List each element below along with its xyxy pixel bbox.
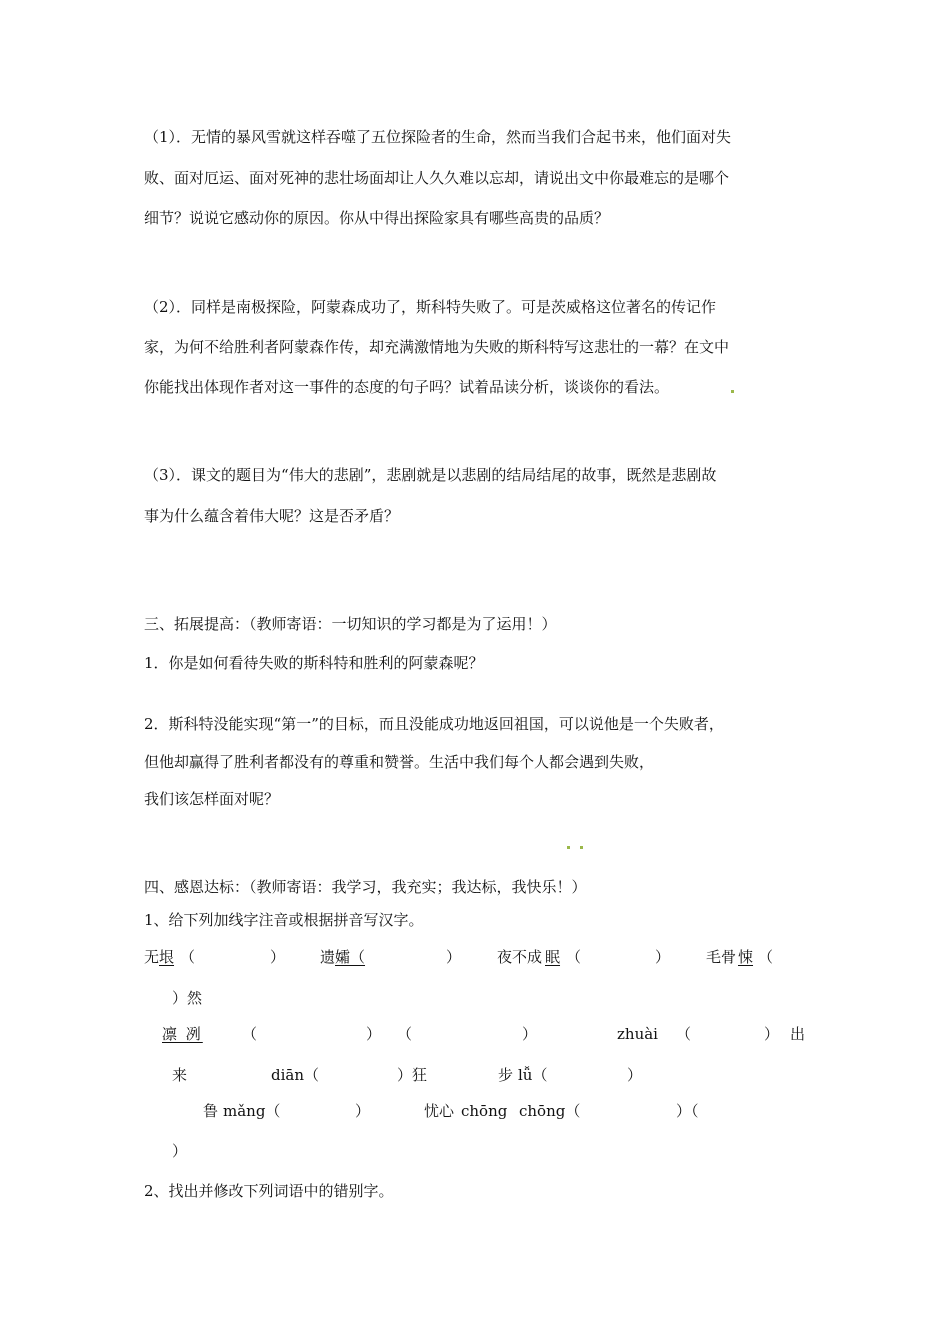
word-linlie-underlined: 凛 冽 xyxy=(162,1025,203,1043)
paren-open: （ xyxy=(566,948,582,966)
pinyin-mang: mǎng（ xyxy=(223,1102,281,1120)
pinyin-chong-2: chōng（ xyxy=(519,1102,581,1120)
q1-line3: 细节？说说它感动你的原因。你从中得出探险家具有哪些高贵的品质？ xyxy=(144,209,610,227)
section4-item2: 2、找出并修改下列词语中的错别字。 xyxy=(144,1182,394,1200)
paren-close: ） xyxy=(270,948,286,966)
word-bu: 步 xyxy=(498,1066,514,1084)
word-lai: 来 xyxy=(172,1066,188,1084)
q3-line2: 事为什么蕴含着伟大呢？这是否矛盾？ xyxy=(144,507,400,525)
paren-close: ） xyxy=(355,1102,371,1120)
word-wuyin-underlined: 垠 xyxy=(159,948,175,966)
paren-open: （ xyxy=(180,948,196,966)
word-lu: 鲁 xyxy=(203,1102,219,1120)
word-maogusongran-suffix: ）然 xyxy=(172,989,203,1007)
word-kuang: ）狂 xyxy=(397,1066,428,1084)
q1-line1: （1）．无情的暴风雪就这样吞噬了五位探险者的生命，然而当我们合起书来，他们面对失 xyxy=(144,128,732,146)
paren-open: （ xyxy=(758,948,774,966)
paren-open: （ xyxy=(676,1025,692,1043)
section3-item2-line2: 但他却赢得了胜利者都没有的尊重和赞誉。生活中我们每个人都会遇到失败， xyxy=(144,753,655,771)
word-chu: 出 xyxy=(790,1025,806,1043)
word-yishuang-underlined: 孀（ xyxy=(335,948,366,966)
paren-close: ） xyxy=(764,1025,780,1043)
word-maogusongran-underlined: 悚 xyxy=(738,948,754,966)
q2-line2: 家，为何不给胜利者阿蒙森作传，却充满激情地为失败的斯科特写这悲壮的一幕？在文中 xyxy=(144,338,730,356)
marker-dot xyxy=(731,390,734,393)
paren-close: ） xyxy=(655,948,671,966)
q1-line2: 败、面对厄运、面对死神的悲壮场面却让人久久难以忘却，请说出文中你最难忘的是哪个 xyxy=(144,169,730,187)
q2-line1: （2）．同样是南极探险，阿蒙森成功了，斯科特失败了。可是茨威格这位著名的传记作 xyxy=(144,298,717,316)
word-yebuchengmian-prefix: 夜不成 xyxy=(497,948,543,966)
section3-item1: 1．你是如何看待失败的斯科特和胜利的阿蒙森呢？ xyxy=(144,654,484,672)
pinyin-dian: diān（ xyxy=(271,1066,320,1084)
paren-open: （ xyxy=(397,1025,413,1043)
section3-item2-line3: 我们该怎样面对呢？ xyxy=(144,790,280,808)
paren-close: ） xyxy=(446,948,462,966)
word-yebuchengmian-underlined: 眠 xyxy=(545,948,561,966)
section4-heading: 四、感恩达标：（教师寄语：我学习，我充实；我达标，我快乐！） xyxy=(144,878,587,896)
q2-line3: 你能找出体现作者对这一事件的态度的句子吗？试着品读分析，谈谈你的看法。 xyxy=(144,378,670,396)
word-wuyin-prefix: 无 xyxy=(144,948,160,966)
paren-close: ） xyxy=(627,1066,643,1084)
section4-item1: 1、给下列加线字注音或根据拼音写汉字。 xyxy=(144,911,424,929)
pinyin-chong-1: chōng xyxy=(461,1102,508,1120)
section3-item2-line1: 2．斯科特没能实现“第一”的目标，而且没能成功地返回祖国，可以说他是一个失败者， xyxy=(144,715,724,733)
word-youxin: 忧心 xyxy=(424,1102,455,1120)
paren-close: ） xyxy=(366,1025,382,1043)
marker-dot xyxy=(580,846,583,849)
paren-close: ） xyxy=(172,1142,188,1160)
paren-close: ） xyxy=(522,1025,538,1043)
pinyin-zhuai: zhuài xyxy=(617,1025,658,1043)
marker-dot xyxy=(567,846,570,849)
section3-heading: 三、拓展提高：（教师寄语：一切知识的学习都是为了运用！） xyxy=(144,615,557,633)
q3-line1: （3）．课文的题目为“伟大的悲剧”，悲剧就是以悲剧的结局结尾的故事，既然是悲剧故 xyxy=(144,466,717,484)
word-maogusongran-prefix: 毛骨 xyxy=(706,948,737,966)
paren-close-open: ）（ xyxy=(676,1102,699,1120)
paren-open: （ xyxy=(242,1025,258,1043)
word-yishuang-prefix: 遗 xyxy=(320,948,336,966)
pinyin-lv: lǚ（ xyxy=(518,1066,548,1084)
